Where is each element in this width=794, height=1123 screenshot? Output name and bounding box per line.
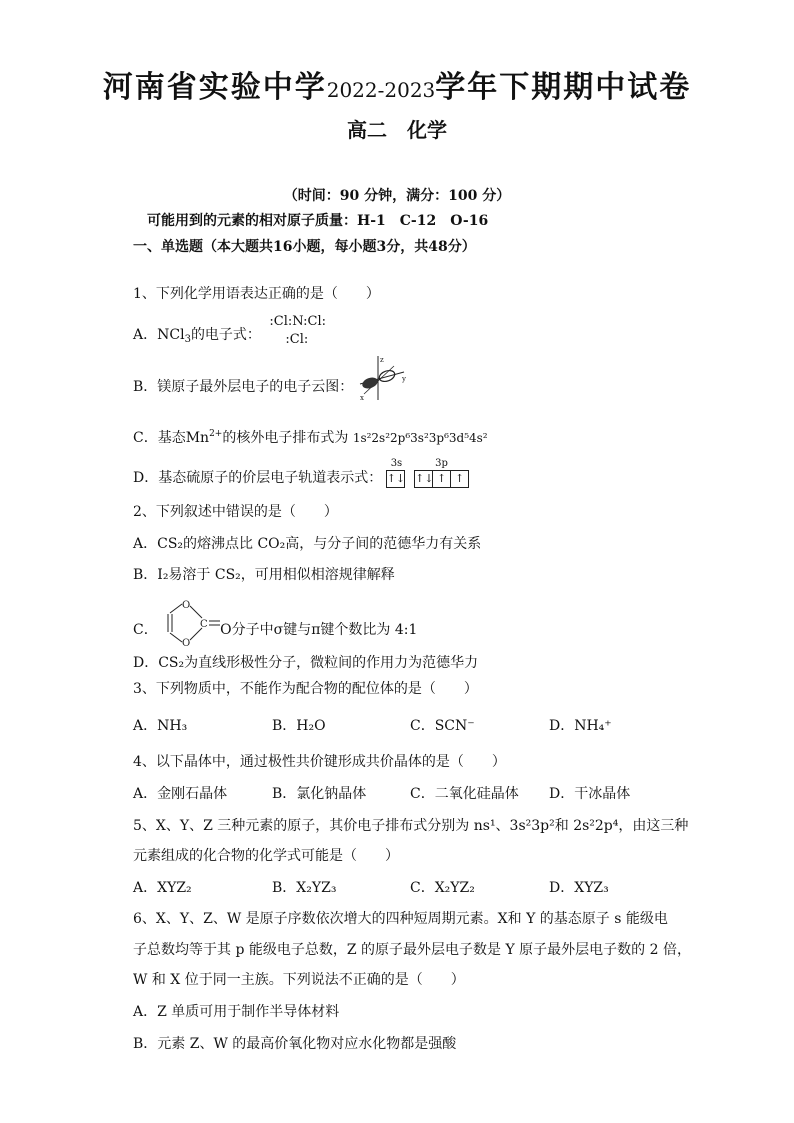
svg-text:z: z — [379, 356, 384, 364]
q2-option-d: D．CS₂为直线形极性分子，微粒间的作用力为范德华力 — [133, 655, 479, 671]
q5-option-c: C．X₂YZ₂ — [410, 880, 475, 896]
q1-option-c: C．基态$Mn^{2+}$的核外电子排布式为 1s²2s²2p⁶3s²3p⁶3d⁵4s² — [133, 429, 488, 446]
q3-option-c: C．SCN⁻ — [410, 718, 475, 734]
svg-text:y: y — [401, 375, 406, 383]
q6-option-a: A．Z 单质可用于制作半导体材料 — [133, 1004, 340, 1020]
grade-label: 高二 — [347, 118, 387, 142]
orbital-diagram-3p: 3p ↑↓ ↑ ↑ — [415, 468, 469, 488]
q6-stem-line3: W 和 X 位于同一主族。下列说法不正确的是（ ） — [133, 972, 465, 988]
p-orbital-cloud-diagram — [358, 354, 408, 402]
q1-option-b: B．镁原子最外层电子的电子云图： z y x — [133, 372, 408, 402]
exam-subtitle — [0, 114, 794, 143]
q6-stem-line2: 子总数均等于其 p 能级电子总数，Z 的原子最外层电子数是 Y 原子最外层电子数的 2 倍， — [133, 942, 691, 958]
atomic-mass-info: 可能用到的元素的相对原子质量：H-1 C-12 O-16 — [147, 213, 489, 229]
q2-option-c: C． O O C O分子中σ键与π键个数比为 4:1 — [133, 612, 417, 648]
q5-option-b: B．X₂YZ₃ — [272, 880, 337, 896]
q4-option-a: A．金刚石晶体 — [133, 786, 228, 802]
q2-option-a: A．CS₂的熔沸点比 CO₂高，与分子间的范德华力有关系 — [133, 536, 482, 552]
q6-option-b: B．元素 Z、W 的最高价氧化物对应水化物都是强酸 — [133, 1036, 457, 1052]
q4-option-c: C．二氧化硅晶体 — [410, 786, 519, 802]
q4-option-b: B．氯化钠晶体 — [272, 786, 367, 802]
svg-text:C: C — [200, 619, 208, 630]
q3-option-b: B．H₂O — [272, 718, 326, 734]
orbital-diagram-3s: 3s ↑↓ — [387, 468, 405, 488]
q1-option-d: D．基态硫原子的价层电子轨道表示式： 3s ↑↓ 3p ↑↓ ↑ ↑ — [133, 468, 469, 488]
title-year: 2022-2023 — [326, 78, 436, 102]
section-heading: 一、单选题（本大题共16小题，每小题3分，共48分） — [133, 239, 476, 255]
q3-option-d: D．NH₄⁺ — [549, 718, 612, 734]
ethylene-carbonate-structure — [162, 596, 224, 648]
time-info: （时间：90 分钟，满分：100 分） — [283, 188, 511, 204]
q5-option-a: A．XYZ₂ — [133, 880, 192, 896]
q2-stem: 2、下列叙述中错误的是（ ） — [133, 504, 338, 520]
svg-text:x: x — [359, 394, 364, 402]
title-term: 学年下期期中试卷 — [435, 70, 692, 105]
q5-option-d: D．XYZ₃ — [549, 880, 609, 896]
svg-text:O: O — [182, 638, 191, 648]
subject-label: 化学 — [407, 118, 447, 142]
exam-title — [0, 62, 794, 106]
q3-option-a: A．NH₃ — [133, 718, 188, 734]
q2-option-b: B．I₂易溶于 CS₂，可用相似相溶规律解释 — [133, 567, 395, 583]
q6-stem-line1: 6、X、Y、Z、W 是原子序数依次增大的四种短周期元素。X和 Y 的基态原子 s 能级电 — [133, 911, 668, 927]
q4-stem: 4、以下晶体中，通过极性共价键形成共价晶体的是（ ） — [133, 754, 506, 770]
title-school: 河南省实验中学 — [102, 70, 327, 105]
q4-option-d: D．干冰晶体 — [549, 786, 631, 802]
svg-text:O: O — [182, 600, 191, 611]
ncl3-lewis-structure: :Cl:N:Cl: :Cl: — [269, 314, 327, 347]
q1-option-a: A．NCl$_3$的电子式： :Cl:N:Cl: :Cl: — [133, 318, 329, 352]
q5-stem-line1: 5、X、Y、Z 三种元素的原子，其价电子排布式分别为 ns¹、3s²3p²和 2s²2p⁴，由这三种 — [133, 818, 689, 834]
q3-stem: 3、下列物质中，不能作为配合物的配位体的是（ ） — [133, 681, 478, 697]
q5-stem-line2: 元素组成的化合物的化学式可能是（ ） — [133, 848, 399, 864]
q1-stem: 1、下列化学用语表达正确的是（ ） — [133, 286, 380, 302]
